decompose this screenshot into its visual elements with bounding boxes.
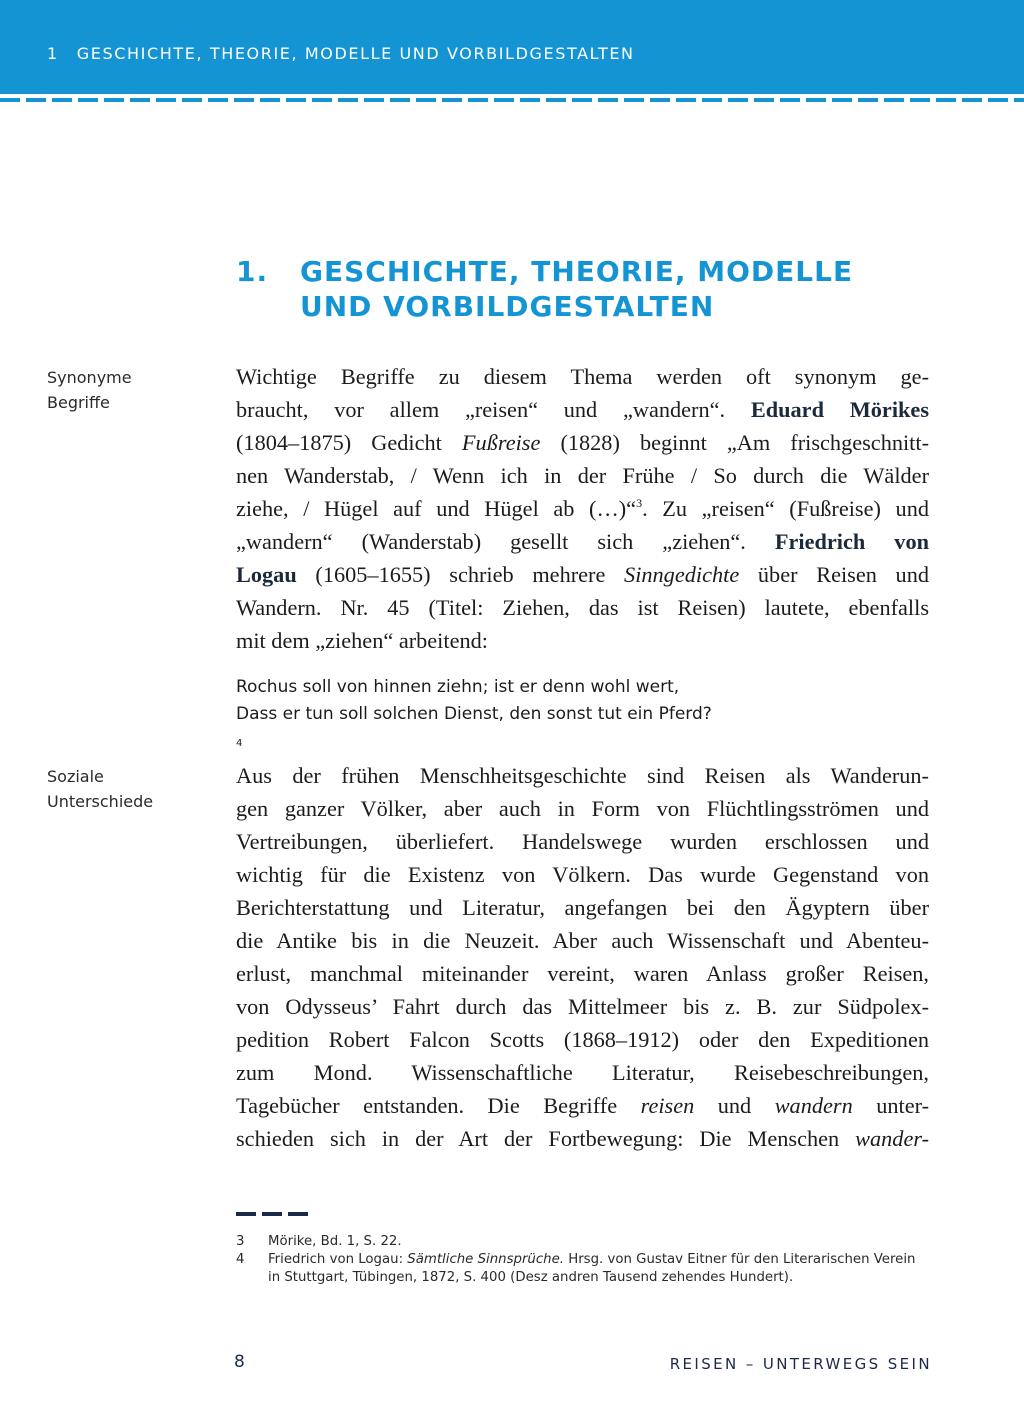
footnote-divider (236, 1212, 308, 1216)
text-line: nen Wanderstab, / Wenn ich in der Frühe / So durch die Wälder (236, 463, 929, 488)
margin-note-line: Begriffe (47, 393, 110, 412)
text-line: Logau (1605–1655) schrieb mehrere Sinngedichte über Reisen und (236, 562, 930, 587)
author-name: Friedrich von (774, 529, 930, 554)
text-line: zum Mond. Wissenschaftliche Literatur, Reisebeschreibungen, (236, 1060, 929, 1085)
poem-quote (236, 674, 936, 755)
footnote-work-title: Sämtliche Sinnsprüche. (407, 1252, 564, 1267)
emphasis: wander- (855, 1126, 930, 1151)
margin-note-line: Unterschiede (47, 792, 154, 811)
text-line: erlust, manchmal miteinander vereint, waren Anlass großer Reisen, (236, 961, 929, 986)
footnote (236, 1251, 936, 1287)
text-line: pedition Robert Falcon Scotts (1868–1912) oder den Expeditionen (236, 1027, 929, 1052)
paragraph-synonyme (236, 360, 929, 657)
footnote-ref: 4 (236, 738, 243, 749)
footnote-text: Mörike, Bd. 1, S. 22. (268, 1234, 402, 1249)
text-line: schieden sich in der Art der Fortbewegung: Die Menschen wander- (236, 1126, 930, 1151)
running-header (47, 44, 635, 63)
quote-line: Rochus soll von hinnen ziehn; ist er denn wohl wert, (236, 677, 680, 697)
header-dashed-divider (0, 98, 1024, 102)
footnote (236, 1233, 936, 1251)
text-line: gen ganzer Völker, aber auch in Form von Flüchtlingsströmen und (236, 796, 929, 821)
work-title: Sinngedichte (624, 562, 740, 587)
text-line: braucht, vor allem „reisen“ und „wandern“. Eduard Mörikes (236, 397, 929, 422)
header-chapter-title: GESCHICHTE, THEORIE, MODELLE UND VORBILDGESTALTEN (76, 44, 635, 63)
footnote-number: 3 (236, 1234, 245, 1249)
margin-note-synonyme (47, 365, 217, 415)
text-line: (1804–1875) Gedicht Fußreise (1828) beginnt „Am frischgeschnitt- (236, 430, 930, 455)
text-line: mit dem „ziehen“ arbeitend: (236, 628, 488, 653)
text-line: Berichterstattung und Literatur, angefangen bei den Ägyptern über (236, 895, 929, 920)
margin-note-soziale (47, 764, 217, 814)
text-line: die Antike bis in die Neuzeit. Aber auch Wissenschaft und Abenteu- (236, 928, 929, 953)
text-line: „wandern“ (Wanderstab) gesellt sich „ziehen“. Friedrich von (236, 529, 930, 554)
running-footer: REISEN – UNTERWEGS SEIN (669, 1355, 932, 1373)
text-line: Wandern. Nr. 45 (Titel: Ziehen, das ist Reisen) lautete, ebenfalls (236, 595, 929, 620)
text-line: von Odysseus’ Fahrt durch das Mittelmeer bis z. B. zur Südpolex- (236, 994, 929, 1019)
text-line: Vertreibungen, überliefert. Handelswege wurden erschlossen und (236, 829, 929, 854)
header-band (0, 0, 1024, 94)
footnote-text: in Stuttgart, Tübingen, 1872, S. 400 (Desz andren Tausend zehendes Hundert). (268, 1270, 794, 1285)
footnote-number: 4 (236, 1252, 245, 1267)
emphasis: reisen (640, 1093, 695, 1118)
text-line: ziehe, / Hügel auf und Hügel ab (…)“$^3$. Zu „reisen“ (Fußreise) und (236, 496, 929, 521)
chapter-title-line-1: GESCHICHTE, THEORIE, MODELLE (300, 255, 854, 288)
footnote-ref: 3 (636, 496, 643, 510)
author-name: Eduard Mörikes (750, 397, 929, 422)
author-name: Logau (236, 562, 297, 587)
page-number: 8 (234, 1352, 245, 1372)
header-chapter-number: 1 (47, 44, 59, 63)
margin-note-line: Soziale (47, 767, 104, 786)
text-line: Aus der frühen Menschheitsgeschichte sind Reisen als Wanderun- (236, 763, 929, 788)
emphasis: wandern (774, 1093, 853, 1118)
margin-note-line: Synonyme (47, 368, 132, 387)
footnotes (236, 1233, 936, 1287)
quote-line: Dass er tun soll solchen Dienst, den sonst tut ein Pferd? $^4$ (236, 704, 712, 749)
work-title: Fußreise (461, 430, 541, 455)
chapter-number: 1. (236, 255, 269, 288)
chapter-title (236, 254, 956, 324)
paragraph-soziale (236, 759, 929, 1155)
text-line: Wichtige Begriffe zu diesem Thema werden oft synonym ge- (236, 364, 929, 389)
footnote-text: Friedrich von Logau: Sämtliche Sinnsprüche. Hrsg. von Gustav Eitner für den Literarischen Verein (268, 1252, 916, 1267)
text-line: wichtig für die Existenz von Völkern. Das wurde Gegenstand von (236, 862, 929, 887)
chapter-title-line-2: UND VORBILDGESTALTEN (300, 290, 715, 323)
text-line: Tagebücher entstanden. Die Begriffe reisen und wandern unter- (236, 1093, 930, 1118)
